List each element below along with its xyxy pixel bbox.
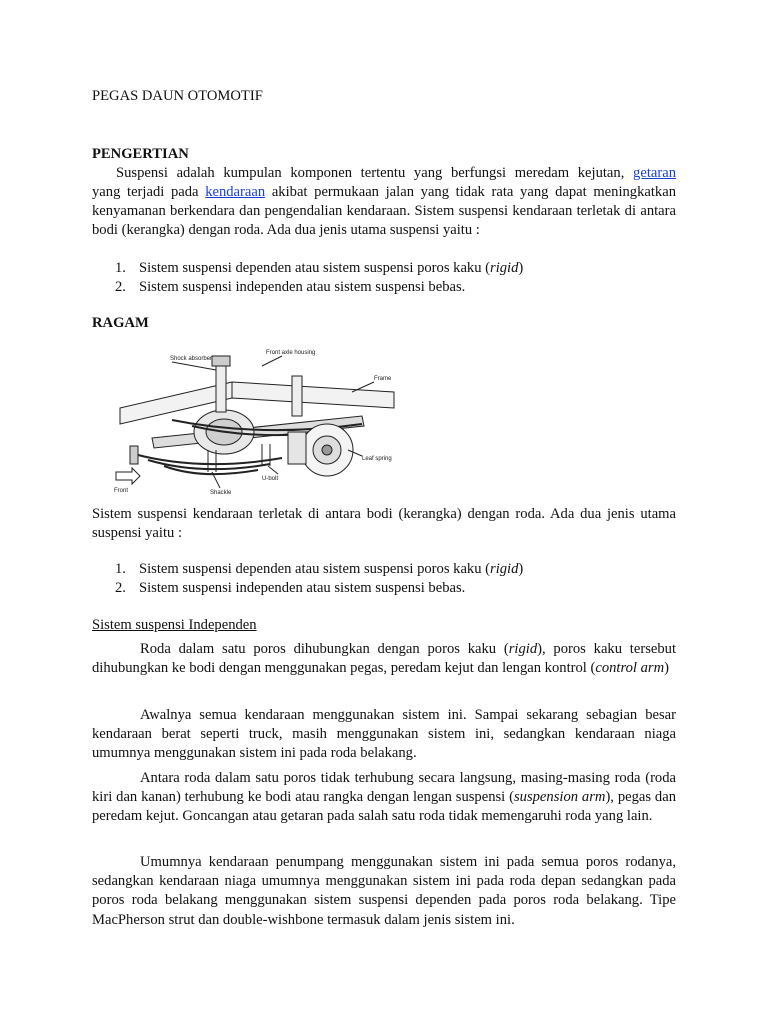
independen-paragraph-1: Roda dalam satu poros dihubungkan dengan poros kaku (rigid), poros kaku tersebut dihubungkan ke bodi dengan menggunakan pegas, peredam kejut dan lengan kontrol (control arm) [92, 641, 676, 677]
list-item: 2. Sistem suspensi independen atau sistem suspensi bebas. [115, 580, 466, 597]
list-item: 1. Sistem suspensi dependen atau sistem suspensi poros kaku (rigid) [115, 561, 524, 577]
label-front: Front [114, 488, 129, 494]
independen-paragraph-4: Umumnya kendaraan penumpang menggunakan sistem ini pada semua poros rodanya, sedangkan kendaraan niaga umumnya menggunakan sistem ini pada roda depan sedangkan pada poros roda belakang menggunakan sistem suspensi dependen pada poros roda belakang. Tipe MacPherson strut dan double-wishbone termasuk dalam jenis sistem ini. [92, 854, 676, 928]
getaran-link[interactable]: getaran [633, 165, 676, 181]
label-frame: Frame [374, 376, 392, 382]
pengertian-text-2: yang terjadi pada [92, 184, 199, 200]
pengertian-text-1: Suspensi adalah kumpulan komponen tertentu yang berfungsi meredam kejutan, [116, 165, 625, 181]
suspension-types-list-1 [92, 259, 676, 297]
label-shock-absorber: Shock absorber [170, 356, 213, 362]
pengertian-heading: PENGERTIAN [92, 146, 189, 162]
list-item: 1. Sistem suspensi dependen atau sistem suspensi poros kaku (rigid) [115, 260, 524, 276]
document-title: PEGAS DAUN OTOMOTIF [92, 88, 263, 104]
label-leaf-spring: Leaf spring [362, 456, 392, 462]
label-shackle: Shackle [210, 490, 232, 496]
suspension-types-list-2 [92, 560, 676, 598]
front-arrow-icon [116, 468, 140, 484]
pengertian-line-1 [92, 164, 676, 183]
pengertian-text-3: akibat permukaan jalan yang tidak rata yang dapat meningkatkan kenyamanan berkendara dan pengendalian kendaraan. Sistem suspensi kendaraan terletak di antara bodi (kerangka) dengan roda. Ada dua jenis utama suspensi yaitu : [92, 184, 677, 239]
independen-paragraph-3: Antara roda dalam satu poros tidak terhubung secara langsung, masing-masing roda (roda kiri dan kanan) terhubung ke bodi atau rangka dengan lengan suspensi (suspension arm), pegas dan peredam kejut. Goncangan atau getaran pada salah satu roda tidak memengaruhi roda yang lain. [92, 770, 677, 825]
list-item: 2. Sistem suspensi independen atau sistem suspensi bebas. [115, 279, 466, 296]
label-front-axle-housing: Front axle housing [266, 350, 316, 356]
leaf-spring-suspension-illustration [112, 346, 402, 498]
label-u-bolt: U-bolt [262, 476, 279, 482]
kendaraan-link[interactable]: kendaraan [205, 184, 266, 200]
ragam-caption: Sistem suspensi kendaraan terletak di antara bodi (kerangka) dengan roda. Ada dua jenis utama suspensi yaitu : [92, 506, 676, 542]
ragam-heading: RAGAM [92, 315, 149, 331]
independen-paragraph-2: Awalnya semua kendaraan menggunakan sistem ini. Sampai sekarang sebagian besar kendaraan berat seperti truck, masih menggunakan sistem ini, sedangkan kendaraan niaga umumnya menggunakan sistem ini pada roda belakang. [92, 707, 676, 762]
pengertian-paragraph [92, 183, 676, 241]
independen-heading: Sistem suspensi Independen [92, 617, 257, 633]
